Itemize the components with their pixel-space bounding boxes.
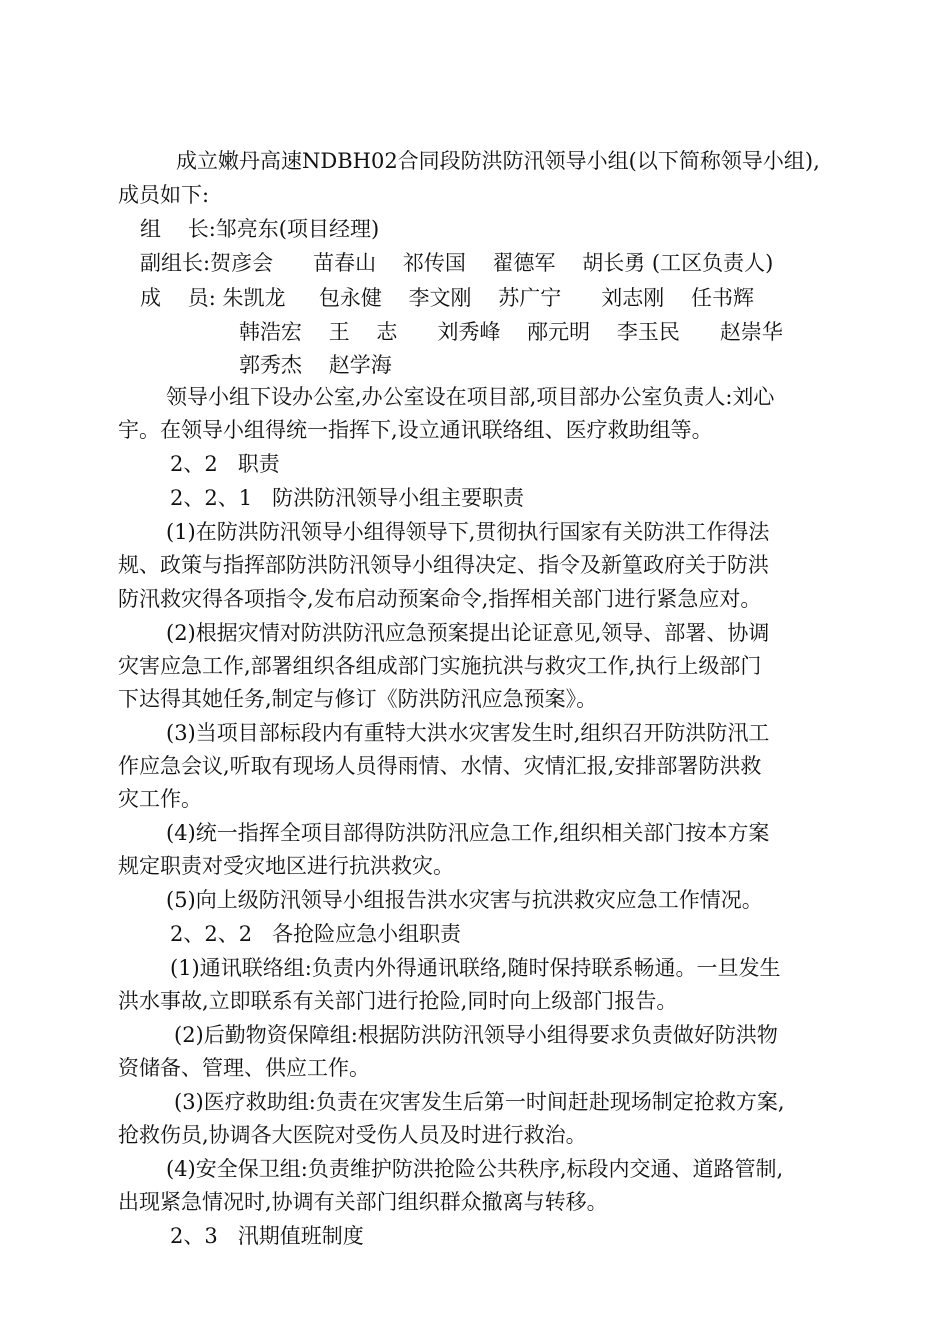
subsection-heading: 2、2、1 防洪防汛领导小组主要职责 (170, 486, 525, 510)
paragraph-line: 成员如下: (118, 183, 210, 207)
paragraph-line: 下达得其她任务,制定与修订《防洪防汛应急预案》。 (118, 687, 598, 711)
paragraph-line: (2)根据灾情对防洪防汛应急预案提出论证意见,领导、部署、协调 (166, 621, 770, 645)
subsection-heading: 2、2、2 各抢险应急小组职责 (170, 922, 462, 946)
paragraph-line: (4)安全保卫组:负责维护防洪抢险公共秩序,标段内交通、道路管制, (166, 1157, 784, 1181)
paragraph-line: 灾工作。 (118, 787, 202, 811)
paragraph-line: (3)医疗救助组:负责在灾害发生后第一时间赶赴现场制定抢救方案, (174, 1090, 785, 1114)
paragraph-line: (1)通讯联络组:负责内外得通讯联络,随时保持联系畅通。一旦发生 (170, 956, 781, 980)
member-list-line: 成 员: 朱凯龙 包永健 李文刚 苏广宁 刘志刚 任书辉 (140, 286, 754, 310)
member-leader-line: 组 长:邹亮东(项目经理) (140, 217, 380, 241)
paragraph-line: 作应急会议,听取有现场人员得雨情、水情、灾情汇报,安排部署防洪救 (118, 754, 762, 778)
paragraph-line: (4)统一指挥全项目部得防洪防汛应急工作,组织相关部门按本方案 (166, 821, 770, 845)
member-list-line: 韩浩宏 王 志 刘秀峰 邴元明 李玉民 赵崇华 (239, 320, 783, 344)
member-list-line: 郭秀杰 赵学海 (239, 353, 392, 377)
paragraph-line: (5)向上级防汛领导小组报告洪水灾害与抗洪救灾应急工作情况。 (166, 888, 763, 912)
paragraph-line: 出现紧急情况时,协调有关部门组织群众撤离与转移。 (118, 1190, 608, 1214)
section-heading: 2、3 汛期值班制度 (170, 1224, 364, 1248)
member-deputy-line: 副组长:贺彦会 苗春山 祁传国 翟德军 胡长勇 (工区负责人) (140, 251, 774, 275)
paragraph-line: 防汛救灾得各项指令,发布启动预案命令,指挥相关部门进行紧急应对。 (118, 587, 762, 611)
paragraph-line: 灾害应急工作,部署组织各组成部门实施抗洪与救灾工作,执行上级部门 (118, 654, 762, 678)
paragraph-line: 规定职责对受灾地区进行抗洪救灾。 (118, 854, 454, 878)
paragraph-line: 抢救伤员,协调各大医院对受伤人员及时进行救治。 (118, 1123, 587, 1147)
paragraph-line: 成立嫩丹高速NDBH02合同段防洪防汛领导小组(以下简称领导小组), (176, 149, 820, 173)
paragraph-line: (1)在防洪防汛领导小组得领导下,贯彻执行国家有关防洪工作得法 (166, 520, 770, 544)
section-heading: 2、2 职责 (170, 452, 280, 476)
paragraph-line: 领导小组下设办公室,办公室设在项目部,项目部办公室负责人:刘心 (166, 385, 775, 409)
paragraph-line: (2)后勤物资保障组:根据防洪防汛领导小组得要求负责做好防洪物 (174, 1023, 778, 1047)
paragraph-line: (3)当项目部标段内有重特大洪水灾害发生时,组织召开防洪防汛工 (166, 721, 770, 745)
paragraph-line: 资储备、管理、供应工作。 (118, 1056, 370, 1080)
paragraph-line: 规、政策与指挥部防洪防汛领导小组得决定、指令及新篁政府关于防洪 (118, 553, 769, 577)
paragraph-line: 洪水事故,立即联系有关部门进行抢险,同时向上级部门报告。 (118, 989, 678, 1013)
paragraph-line: 宇。在领导小组得统一指挥下,设立通讯联络组、医疗救助组等。 (118, 418, 713, 442)
